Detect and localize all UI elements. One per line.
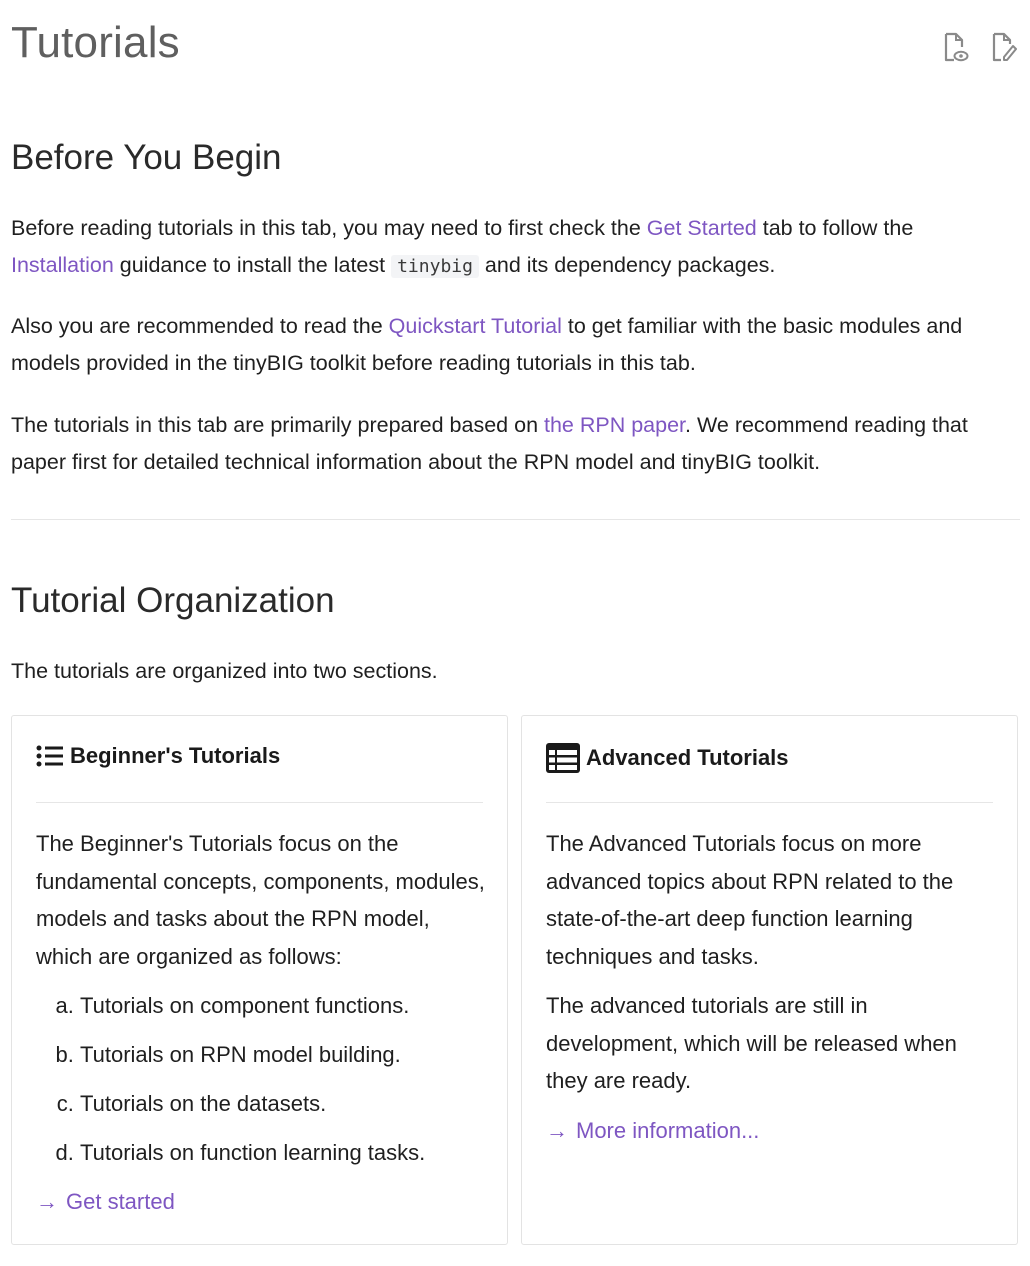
installation-link[interactable]: Installation [11, 253, 114, 277]
quickstart-tutorial-link[interactable]: Quickstart Tutorial [388, 314, 562, 338]
list-item: d. Tutorials on function learning tasks. [80, 1134, 487, 1171]
get-started-card-link[interactable] [36, 1183, 175, 1221]
organization-intro: The tutorials are organized into two sections. [11, 659, 438, 683]
arrow-right-icon: → [36, 1189, 58, 1214]
before-paragraph-1 [11, 210, 1016, 285]
card-header [36, 743, 280, 769]
rpn-paper-link[interactable]: the RPN paper [544, 413, 686, 437]
list-item: b. Tutorials on RPN model building. [80, 1036, 487, 1073]
page-actions [938, 30, 1020, 64]
get-started-link[interactable]: Get Started [646, 216, 757, 240]
text: Before reading tutorials in this tab, you may need to first check the [11, 216, 647, 240]
card-description-status: The advanced tutorials are still in development, which will be released when they are ready. [546, 993, 957, 1093]
table-icon [546, 743, 580, 773]
tutorial-organization-heading: Tutorial Organization [11, 581, 335, 620]
advanced-tutorials-card [521, 715, 1018, 1245]
more-information-link[interactable] [546, 1112, 759, 1150]
before-you-begin-heading: Before You Begin [11, 138, 282, 177]
text: to get familiar with the basic modules and models provided in the tinyBIG toolkit before reading tutorials in this tab. [11, 314, 963, 375]
card-body [546, 825, 997, 1149]
text: The tutorials in this tab are primarily prepared based on [11, 413, 544, 437]
file-edit-icon [989, 32, 1017, 62]
card-title: Advanced Tutorials [586, 745, 789, 770]
beginner-tutorials-card [11, 715, 508, 1245]
text: tab to follow the [756, 216, 914, 240]
card-header [546, 743, 789, 773]
card-divider [546, 802, 993, 803]
card-title: Beginner's Tutorials [70, 743, 281, 768]
card-body [36, 825, 487, 1221]
text: guidance to install the latest [113, 253, 392, 277]
link-label: More information... [576, 1117, 760, 1143]
text: and its dependency packages. [478, 253, 776, 277]
card-divider [36, 802, 483, 803]
tinybig-code: tinybig [391, 255, 479, 278]
list-item: c. Tutorials on the datasets. [80, 1085, 487, 1122]
before-paragraph-2 [11, 308, 1016, 382]
section-divider [11, 519, 1020, 520]
list-icon [36, 744, 64, 768]
before-paragraph-3 [11, 407, 1016, 481]
beginner-topic-list [36, 987, 487, 1171]
link-label: Get started [66, 1189, 175, 1214]
page-title: Tutorials [11, 18, 180, 67]
arrow-right-icon: → [546, 1117, 568, 1143]
list-item: a. Tutorials on component functions. [80, 987, 487, 1024]
text: . We recommend reading that paper first for detailed technical information about the RPN model and tinyBIG toolkit. [11, 413, 968, 474]
card-description: The Advanced Tutorials focus on more advanced topics about RPN related to the state-of-the-art deep function learning techniques and tasks. [546, 831, 954, 969]
view-source-button[interactable] [938, 30, 972, 64]
edit-page-button[interactable] [986, 30, 1020, 64]
text: Also you are recommended to read the [11, 314, 389, 338]
card-description: The Beginner's Tutorials focus on the fundamental concepts, components, modules, models and tasks about the RPN model, which are organized as follows: [36, 831, 485, 969]
file-view-icon [941, 32, 969, 62]
